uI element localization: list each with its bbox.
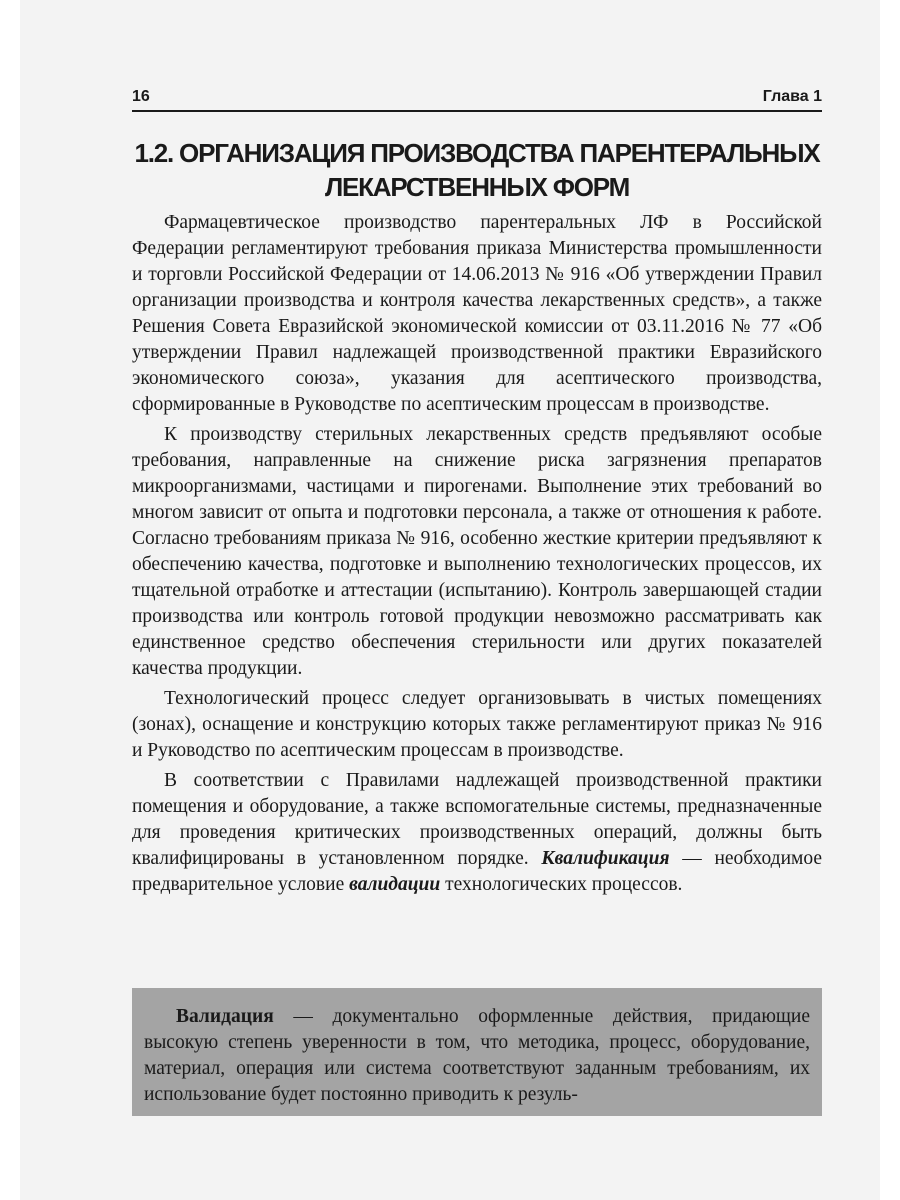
paragraph-4 [132,768,822,898]
definition-box [132,988,822,1116]
paragraph-1: Фармацевтическое производство парентеральных ЛФ в Российской Федерации регламентируют требования приказа Министерства промышленности и торговли Российской Федерации от 14.06.2013 № 916 «Об утверждении Правил организации производства и контроля качества лекарственных средств», а также Решения Совета Евразийской экономической комиссии от 03.11.2016 № 77 «Об утверждении Правил надлежащей производственной практики Евразийского экономического союза», указания для асептического производства, сформированные в Руководстве по асептическим процессам в производстве. [132,212,822,415]
term-qualification: Квалификация [541,848,670,869]
term-validation: валидации [349,874,441,895]
definition-term: Валидация [176,1006,274,1027]
paragraph-3: Технологический процесс следует организовывать в чистых помещениях (зонах), оснащение и конструкцию которых также регламентируют приказ № 916 и Руководство по асептическим процессам в производстве. [132,688,822,761]
chapter-label: Глава 1 [762,88,822,105]
paragraph-4-mid: — необходимое предварительное условие [132,848,823,895]
body-text [132,210,822,902]
section-heading-line-2: ЛЕКАРСТВЕННЫХ ФОРМ [324,172,630,202]
paragraph-4-end: технологических процессов. [440,874,683,895]
definition-text [144,1004,810,1108]
paragraph-4-start: В соответствии с Правилами надлежащей производственной практики помещения и оборудование, а также вспомогательные системы, предназначенные для проведения критических производственных операций, должны быть квалифицированы в установленном порядке. [132,770,822,869]
definition-body: — документально оформленные действия, придающие высокую степень уверенности в том, что методика, процесс, оборудование, материал, операция или система соответствуют заданным требованиям, их использование будет постоянно приводить к резуль- [144,1006,810,1105]
section-heading-line-1: 1.2. ОРГАНИЗАЦИЯ ПРОИЗВОДСТВА ПАРЕНТЕРАЛЬНЫХ [134,138,820,168]
running-header [132,86,822,112]
section-heading [132,136,822,204]
paragraph-2: К производству стерильных лекарственных средств предъявляют особые требования, направленные на снижение риска загрязнения препаратов микроорганизмами, частицами и пирогенами. Выполнение этих требований во многом зависит от опыта и подготовки персонала, а также от отношения к работе. Согласно требованиям приказа № 916, особенно жесткие критерии предъявляют к обеспечению качества, подготовке и выполнению технологических процессов, их тщательной отработке и аттестации (испытанию). Контроль завершающей стадии производства или контроль готовой продукции невозможно рассматривать как единственное средство обеспечения стерильности или других показателей качества продукции. [132,424,822,679]
page-number: 16 [132,88,150,105]
book-page [20,0,880,1200]
